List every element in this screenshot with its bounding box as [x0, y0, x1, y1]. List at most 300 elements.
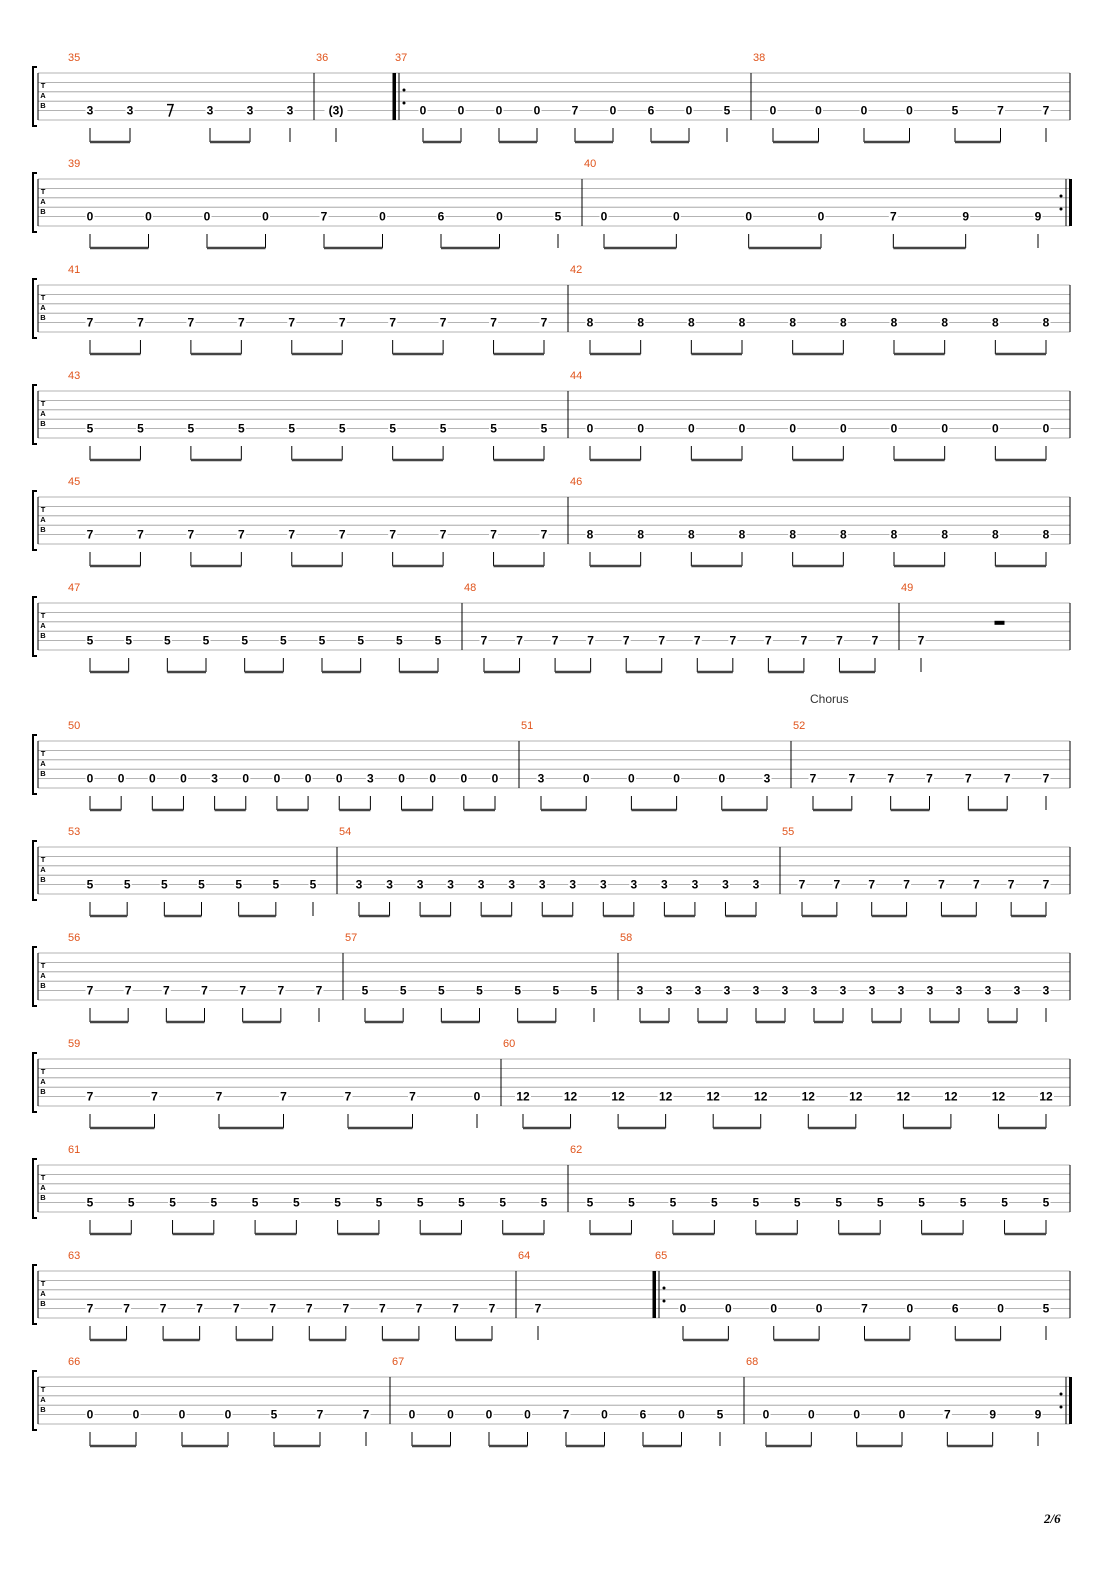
fret-number: 8: [789, 315, 797, 330]
fret-number: 8: [586, 315, 594, 330]
fret-number: 7: [344, 1089, 352, 1104]
fret-number: 7: [409, 1089, 416, 1104]
tab-clef-letter: B: [40, 101, 46, 110]
tab-clef-letter: A: [40, 515, 46, 524]
fret-number: 7: [571, 103, 579, 118]
fret-number: 7: [562, 1407, 570, 1422]
fret-number: 7: [187, 527, 195, 542]
fret-number: 3: [569, 877, 577, 892]
fret-number: 5: [711, 1195, 718, 1210]
measure-number: 68: [746, 1356, 759, 1368]
measure: [68, 476, 568, 566]
fret-number: 0: [242, 771, 250, 786]
fret-number: 8: [687, 315, 695, 330]
fret-number: 8: [789, 527, 797, 542]
fret-number: 3: [955, 983, 963, 998]
tab-system: [33, 476, 1070, 566]
system-bracket: [33, 1265, 37, 1324]
tab-clef-letter: A: [40, 971, 46, 980]
fret-number: (3): [328, 103, 344, 118]
fret-number: 7: [162, 983, 170, 998]
fret-number: 0: [533, 103, 541, 118]
fret-number: 3: [781, 983, 789, 998]
tab-clef-letter: T: [40, 855, 46, 864]
measure: [392, 1356, 744, 1446]
fret-number: 0: [398, 771, 405, 786]
fret-number: 3: [984, 983, 992, 998]
fret-number: 8: [839, 527, 847, 542]
measure-number: 37: [395, 52, 408, 64]
fret-number: 0: [460, 771, 468, 786]
fret-number: 7: [917, 633, 925, 648]
fret-number: 7: [215, 1089, 223, 1104]
fret-number: 7: [320, 209, 328, 224]
fret-number: 12: [706, 1089, 720, 1104]
fret-number: 8: [687, 527, 695, 542]
fret-number: 0: [601, 1407, 608, 1422]
half-rest: [995, 621, 1005, 625]
tab-clef-letter: A: [40, 1183, 46, 1192]
fret-number: 8: [1042, 527, 1050, 542]
fret-number: 7: [315, 983, 323, 998]
fret-number: 7: [338, 527, 346, 542]
fret-number: 0: [718, 771, 726, 786]
fret-number: 5: [361, 983, 369, 998]
tab-system: [33, 1144, 1070, 1234]
system-bracket: [33, 491, 37, 550]
repeat-start-bar: [393, 73, 396, 120]
fret-number: 0: [145, 209, 152, 224]
tab-clef-letter: T: [40, 293, 46, 302]
measure-number: 35: [68, 52, 81, 64]
fret-number: 3: [126, 103, 134, 118]
fret-number: 0: [678, 1407, 685, 1422]
tab-clef-letter: B: [40, 313, 46, 322]
fret-number: 7: [964, 771, 972, 786]
fret-number: 5: [235, 877, 243, 892]
tab-clef-letter: T: [40, 1067, 46, 1076]
fret-number: 0: [679, 1301, 687, 1316]
measure: [393, 52, 751, 142]
measure: [68, 370, 568, 460]
fret-number: 0: [789, 421, 797, 436]
fret-number: 6: [437, 209, 445, 224]
fret-number: 5: [476, 983, 483, 998]
system-bracket: [33, 841, 37, 900]
measure-number: 53: [68, 826, 81, 838]
fret-number: 0: [600, 209, 608, 224]
repeat-dot: [663, 1287, 666, 1290]
fret-number: 7: [439, 527, 447, 542]
fret-number: 7: [833, 877, 841, 892]
fret-number: 9: [1034, 209, 1042, 224]
fret-number: 7: [137, 527, 144, 542]
measure-number: 47: [68, 582, 81, 594]
fret-number: 0: [745, 209, 753, 224]
fret-number: 7: [540, 315, 548, 330]
fret-number: 5: [1001, 1195, 1008, 1210]
fret-number: 3: [1013, 983, 1021, 998]
fret-number: 7: [480, 633, 488, 648]
fret-number: 5: [272, 877, 280, 892]
fret-number: 7: [540, 527, 548, 542]
fret-number: 8: [890, 527, 898, 542]
tab-system: [33, 370, 1070, 460]
fret-number: 12: [516, 1089, 530, 1104]
measure: [570, 476, 1070, 566]
fret-number: 7: [288, 315, 296, 330]
measure: [570, 1144, 1070, 1234]
fret-number: 0: [997, 1301, 1004, 1316]
fret-number: 3: [538, 877, 546, 892]
tab-system: [33, 1250, 1070, 1340]
fret-number: 0: [180, 771, 187, 786]
fret-number: 12: [754, 1089, 768, 1104]
system-bracket: [33, 947, 37, 1006]
fret-number: 12: [1039, 1089, 1053, 1104]
repeat-dot: [1060, 1406, 1063, 1409]
fret-number: 5: [86, 877, 94, 892]
measure-number: 46: [570, 476, 583, 488]
measure: [503, 1038, 1070, 1128]
fret-number: 3: [416, 877, 424, 892]
measure: [68, 158, 582, 248]
tab-clef-letter: T: [40, 1385, 46, 1394]
measure: [584, 158, 1072, 248]
fret-number: 0: [117, 771, 125, 786]
fret-number: 5: [127, 1195, 135, 1210]
tab-system: [33, 582, 1070, 672]
fret-number: 0: [178, 1407, 186, 1422]
measure: [570, 264, 1070, 354]
fret-number: 3: [211, 771, 218, 786]
fret-number: 7: [1007, 877, 1015, 892]
fret-number: 7: [1003, 771, 1011, 786]
fret-number: 3: [599, 877, 607, 892]
fret-number: 0: [203, 209, 211, 224]
system-bracket: [33, 67, 37, 126]
fret-number: 7: [415, 1301, 423, 1316]
fret-number: 7: [490, 315, 497, 330]
fret-number: 5: [137, 421, 144, 436]
fret-number: 7: [1042, 771, 1050, 786]
fret-number: 7: [86, 315, 94, 330]
fret-number: 5: [237, 421, 245, 436]
measure-number: 60: [503, 1038, 516, 1050]
measure-number: 40: [584, 158, 597, 170]
measure-number: 66: [68, 1356, 81, 1368]
fret-number: 0: [485, 1407, 493, 1422]
fret-number: 7: [622, 633, 630, 648]
fret-number: 5: [395, 633, 403, 648]
fret-number: 3: [810, 983, 818, 998]
fret-number: 5: [389, 421, 397, 436]
fret-number: 7: [490, 527, 497, 542]
fret-number: 7: [187, 315, 195, 330]
fret-number: 5: [1042, 1195, 1050, 1210]
measure-number: 49: [901, 582, 914, 594]
fret-number: 7: [693, 633, 701, 648]
fret-number: 7: [887, 771, 895, 786]
system-bracket: [33, 173, 37, 232]
fret-number: 5: [552, 983, 560, 998]
tab-clef-letter: B: [40, 207, 46, 216]
fret-number: 0: [304, 771, 312, 786]
fret-number: 0: [815, 103, 822, 118]
fret-number: 5: [835, 1195, 843, 1210]
repeat-dot: [1060, 1393, 1063, 1396]
fret-number: 7: [1042, 877, 1050, 892]
fret-number: 7: [137, 315, 144, 330]
tab-clef-letter: T: [40, 611, 46, 620]
tab-clef-letter: T: [40, 399, 46, 408]
fret-number: 0: [898, 1407, 906, 1422]
fret-number: 0: [582, 771, 590, 786]
fret-number: 5: [959, 1195, 967, 1210]
fret-number: 7: [86, 527, 94, 542]
tab-clef-letter: B: [40, 525, 46, 534]
fret-number: 5: [499, 1195, 507, 1210]
fret-number: 7: [280, 1089, 287, 1104]
fret-number: 5: [590, 983, 598, 998]
fret-number: 6: [639, 1407, 647, 1422]
fret-number: 5: [169, 1195, 176, 1210]
system-bracket: [33, 1159, 37, 1218]
tab-clef-letter: B: [40, 875, 46, 884]
fret-number: 3: [691, 877, 699, 892]
fret-number: 7: [389, 315, 397, 330]
fret-number: 0: [941, 421, 949, 436]
fret-number: 5: [1042, 1301, 1050, 1316]
measure: [68, 1356, 390, 1446]
section-label: Chorus: [810, 692, 849, 706]
fret-number: 0: [725, 1301, 732, 1316]
measure: [316, 52, 393, 142]
fret-number: 0: [1042, 421, 1050, 436]
fret-number: 5: [918, 1195, 925, 1210]
fret-number: 0: [817, 209, 825, 224]
fret-number: 7: [765, 633, 772, 648]
fret-number: 7: [938, 877, 945, 892]
measure: [68, 720, 519, 810]
fret-number: 7: [729, 633, 737, 648]
fret-number: 0: [457, 103, 465, 118]
fret-number: 8: [991, 315, 999, 330]
fret-number: 5: [288, 421, 296, 436]
fret-number: 7: [362, 1407, 370, 1422]
measure-number: 59: [68, 1038, 81, 1050]
fret-number: 0: [86, 1407, 94, 1422]
fret-number: 7: [232, 1301, 240, 1316]
fret-number: 5: [586, 1195, 594, 1210]
measure-number: 56: [68, 932, 81, 944]
fret-number: 0: [673, 771, 680, 786]
fret-number: 5: [540, 421, 548, 436]
fret-number: 5: [514, 983, 522, 998]
fret-number: 7: [288, 527, 296, 542]
tab-clef-letter: B: [40, 1405, 46, 1414]
repeat-end-bar: [1069, 1377, 1072, 1424]
fret-number: 3: [636, 983, 644, 998]
fret-number: 12: [658, 1089, 673, 1104]
fret-number: 7: [305, 1301, 313, 1316]
fret-number: 8: [941, 315, 949, 330]
fret-number: 5: [293, 1195, 300, 1210]
measure: [464, 582, 899, 672]
fret-number: 5: [279, 633, 287, 648]
fret-number: 7: [868, 877, 876, 892]
fret-number: 5: [628, 1195, 635, 1210]
fret-number: 0: [429, 771, 437, 786]
measure: [68, 826, 337, 916]
fret-number: 6: [951, 1301, 959, 1316]
measure: [521, 720, 791, 810]
tab-system: [33, 1356, 1072, 1446]
measure: [793, 720, 1070, 810]
fret-number: 5: [752, 1195, 760, 1210]
measure-number: 57: [345, 932, 358, 944]
fret-number: 8: [738, 527, 746, 542]
measure: [68, 264, 568, 354]
fret-number: 3: [206, 103, 214, 118]
measure: [339, 826, 780, 916]
fret-number: 7: [798, 877, 806, 892]
fret-number: 0: [224, 1407, 232, 1422]
fret-number: 7: [861, 1301, 868, 1316]
tab-clef-letter: A: [40, 303, 46, 312]
fret-number: 5: [723, 103, 731, 118]
fret-number: 3: [661, 877, 668, 892]
repeat-dot: [1060, 195, 1063, 198]
fret-number: 12: [944, 1089, 958, 1104]
fret-number: 8: [586, 527, 594, 542]
measure-number: 63: [68, 1250, 81, 1262]
measure-number: 50: [68, 720, 81, 732]
measure-number: 52: [793, 720, 806, 732]
tab-clef-letter: T: [40, 961, 46, 970]
tab-system: [33, 932, 1070, 1022]
fret-number: 9: [962, 209, 970, 224]
fret-number: 12: [849, 1089, 863, 1104]
tab-clef-letter: A: [40, 91, 46, 100]
fret-number: 0: [853, 1407, 861, 1422]
fret-number: 3: [926, 983, 934, 998]
fret-number: 7: [237, 527, 245, 542]
fret-number: 3: [367, 771, 374, 786]
tab-clef-letter: A: [40, 1289, 46, 1298]
repeat-dot: [403, 89, 406, 92]
fret-number: 3: [1042, 983, 1050, 998]
fret-number: 7: [809, 771, 817, 786]
measure-number: 36: [316, 52, 329, 64]
fret-number: 0: [586, 421, 594, 436]
fret-number: 8: [637, 527, 645, 542]
fret-number: 5: [490, 421, 497, 436]
fret-number: 3: [537, 771, 545, 786]
fret-number: 0: [738, 421, 746, 436]
fret-number: 3: [868, 983, 876, 998]
tab-clef-letter: A: [40, 865, 46, 874]
tab-clef-letter: B: [40, 769, 46, 778]
fret-number: 5: [318, 633, 326, 648]
measure-number: 51: [521, 720, 534, 732]
fret-number: 5: [163, 633, 171, 648]
fret-number: 7: [269, 1301, 277, 1316]
fret-number: 0: [807, 1407, 815, 1422]
fret-number: 9: [1034, 1407, 1042, 1422]
fret-number: 5: [241, 633, 249, 648]
fret-number: 7: [587, 633, 594, 648]
measure-number: 48: [464, 582, 477, 594]
measure: [68, 52, 314, 142]
measure-number: 39: [68, 158, 81, 170]
fret-number: 3: [694, 983, 702, 998]
fret-number: 5: [210, 1195, 218, 1210]
fret-number: 3: [897, 983, 905, 998]
measure: [68, 582, 462, 672]
fret-number: 5: [198, 877, 205, 892]
measure-number: 38: [753, 52, 766, 64]
fret-number: 0: [769, 103, 777, 118]
tab-clef-letter: A: [40, 409, 46, 418]
fret-number: 0: [495, 103, 503, 118]
fret-number: 8: [839, 315, 847, 330]
fret-number: 0: [637, 421, 645, 436]
measure: [570, 370, 1070, 460]
fret-number: 7: [871, 633, 879, 648]
fret-number: 5: [439, 421, 447, 436]
fret-number: 0: [685, 103, 693, 118]
measure-number: 64: [518, 1250, 531, 1262]
measure: [68, 932, 343, 1022]
measure: [345, 932, 618, 1022]
measure: [782, 826, 1070, 916]
tab-clef-letter: B: [40, 1193, 46, 1202]
tab-clef-letter: B: [40, 981, 46, 990]
fret-number: 7: [551, 633, 559, 648]
fret-number: 7: [338, 315, 346, 330]
fret-number: 5: [270, 1407, 278, 1422]
fret-number: 3: [447, 877, 454, 892]
fret-number: 0: [86, 771, 94, 786]
fret-number: 0: [770, 1301, 778, 1316]
fret-number: 7: [848, 771, 856, 786]
fret-number: 3: [723, 983, 731, 998]
measure-number: 42: [570, 264, 583, 276]
fret-number: 8: [991, 527, 999, 542]
repeat-dot: [663, 1300, 666, 1303]
tab-clef-letter: A: [40, 1077, 46, 1086]
fret-number: 3: [839, 983, 847, 998]
measure-number: 67: [392, 1356, 405, 1368]
fret-number: 7: [124, 983, 132, 998]
tab-clef-letter: B: [40, 1087, 46, 1096]
fret-number: 7: [889, 209, 897, 224]
fret-number: 0: [273, 771, 281, 786]
fret-number: 0: [86, 209, 94, 224]
fret-number: 7: [800, 633, 808, 648]
fret-number: 8: [738, 315, 746, 330]
fret-number: 0: [379, 209, 386, 224]
fret-number: 5: [187, 421, 195, 436]
measure: [68, 1144, 568, 1234]
fret-number: 0: [524, 1407, 531, 1422]
fret-number: 5: [416, 1195, 424, 1210]
fret-number: 8: [1042, 315, 1050, 330]
fret-number: 0: [906, 103, 913, 118]
fret-number: 5: [793, 1195, 801, 1210]
fret-number: 3: [477, 877, 485, 892]
